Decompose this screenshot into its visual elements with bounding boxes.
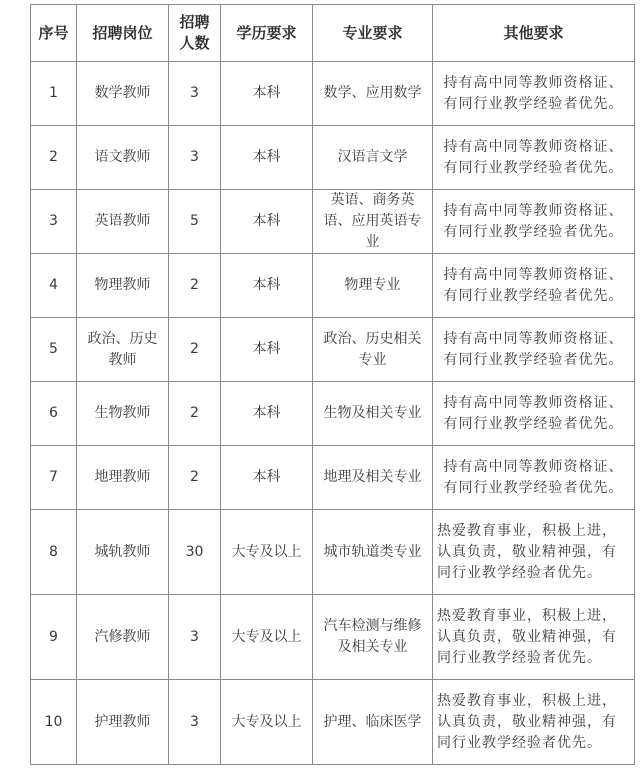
cell-other: 热爱教育事业，积极上进，认真负责，敬业精神强，有同行业教学经验者优先。 [433,680,635,765]
table-row [31,62,635,126]
table-row [31,254,635,318]
cell-education: 本科 [221,318,313,382]
cell-other: 持有高中同等教师资格证、有同行业教学经验者优先。 [433,382,635,446]
cell-major: 生物及相关专业 [313,382,433,446]
cell-no: 3 [31,190,77,254]
cell-other: 持有高中同等教师资格证、有同行业教学经验者优先。 [433,254,635,318]
header-education: 学历要求 [221,5,313,62]
cell-count: 5 [169,190,221,254]
cell-major: 地理及相关专业 [313,446,433,510]
cell-count: 2 [169,318,221,382]
table-header-row [31,5,635,62]
table-row [31,318,635,382]
cell-count: 3 [169,680,221,765]
cell-other: 持有高中同等教师资格证、有同行业教学经验者优先。 [433,318,635,382]
cell-count: 3 [169,595,221,680]
header-position: 招聘岗位 [77,5,169,62]
header-count: 招聘人数 [169,5,221,62]
cell-count: 2 [169,254,221,318]
cell-count: 30 [169,510,221,595]
cell-major: 英语、商务英语、应用英语专业 [313,190,433,254]
header-other: 其他要求 [433,5,635,62]
cell-major: 政治、历史相关专业 [313,318,433,382]
table-row [31,510,635,595]
cell-no: 9 [31,595,77,680]
cell-no: 1 [31,62,77,126]
table-row [31,382,635,446]
cell-no: 8 [31,510,77,595]
cell-education: 大专及以上 [221,595,313,680]
cell-no: 4 [31,254,77,318]
cell-position: 生物教师 [77,382,169,446]
cell-education: 本科 [221,190,313,254]
cell-count: 3 [169,62,221,126]
cell-other: 热爱教育事业，积极上进，认真负责，敬业精神强，有同行业教学经验者优先。 [433,510,635,595]
header-no: 序号 [31,5,77,62]
table-row [31,190,635,254]
cell-position: 数学教师 [77,62,169,126]
cell-education: 大专及以上 [221,510,313,595]
cell-no: 2 [31,126,77,190]
cell-position: 政治、历史教师 [77,318,169,382]
cell-major: 汽车检测与维修及相关专业 [313,595,433,680]
cell-position: 英语教师 [77,190,169,254]
cell-position: 地理教师 [77,446,169,510]
cell-other: 持有高中同等教师资格证、有同行业教学经验者优先。 [433,446,635,510]
cell-education: 本科 [221,446,313,510]
cell-no: 7 [31,446,77,510]
cell-count: 2 [169,382,221,446]
cell-no: 6 [31,382,77,446]
cell-no: 5 [31,318,77,382]
cell-count: 2 [169,446,221,510]
cell-other: 持有高中同等教师资格证、有同行业教学经验者优先。 [433,126,635,190]
cell-major: 数学、应用数学 [313,62,433,126]
cell-position: 城轨教师 [77,510,169,595]
table-row [31,446,635,510]
cell-position: 物理教师 [77,254,169,318]
cell-position: 语文教师 [77,126,169,190]
cell-education: 本科 [221,254,313,318]
cell-education: 本科 [221,382,313,446]
table-row [31,680,635,765]
cell-no: 10 [31,680,77,765]
cell-education: 本科 [221,126,313,190]
cell-education: 大专及以上 [221,680,313,765]
cell-major: 物理专业 [313,254,433,318]
cell-major: 护理、临床医学 [313,680,433,765]
cell-position: 汽修教师 [77,595,169,680]
cell-other: 持有高中同等教师资格证、有同行业教学经验者优先。 [433,190,635,254]
recruitment-table [30,4,635,765]
cell-major: 汉语言文学 [313,126,433,190]
header-major: 专业要求 [313,5,433,62]
table-row [31,595,635,680]
table-row [31,126,635,190]
cell-other: 持有高中同等教师资格证、有同行业教学经验者优先。 [433,62,635,126]
cell-position: 护理教师 [77,680,169,765]
cell-major: 城市轨道类专业 [313,510,433,595]
cell-other: 热爱教育事业，积极上进，认真负责，敬业精神强，有同行业教学经验者优先。 [433,595,635,680]
cell-count: 3 [169,126,221,190]
cell-education: 本科 [221,62,313,126]
